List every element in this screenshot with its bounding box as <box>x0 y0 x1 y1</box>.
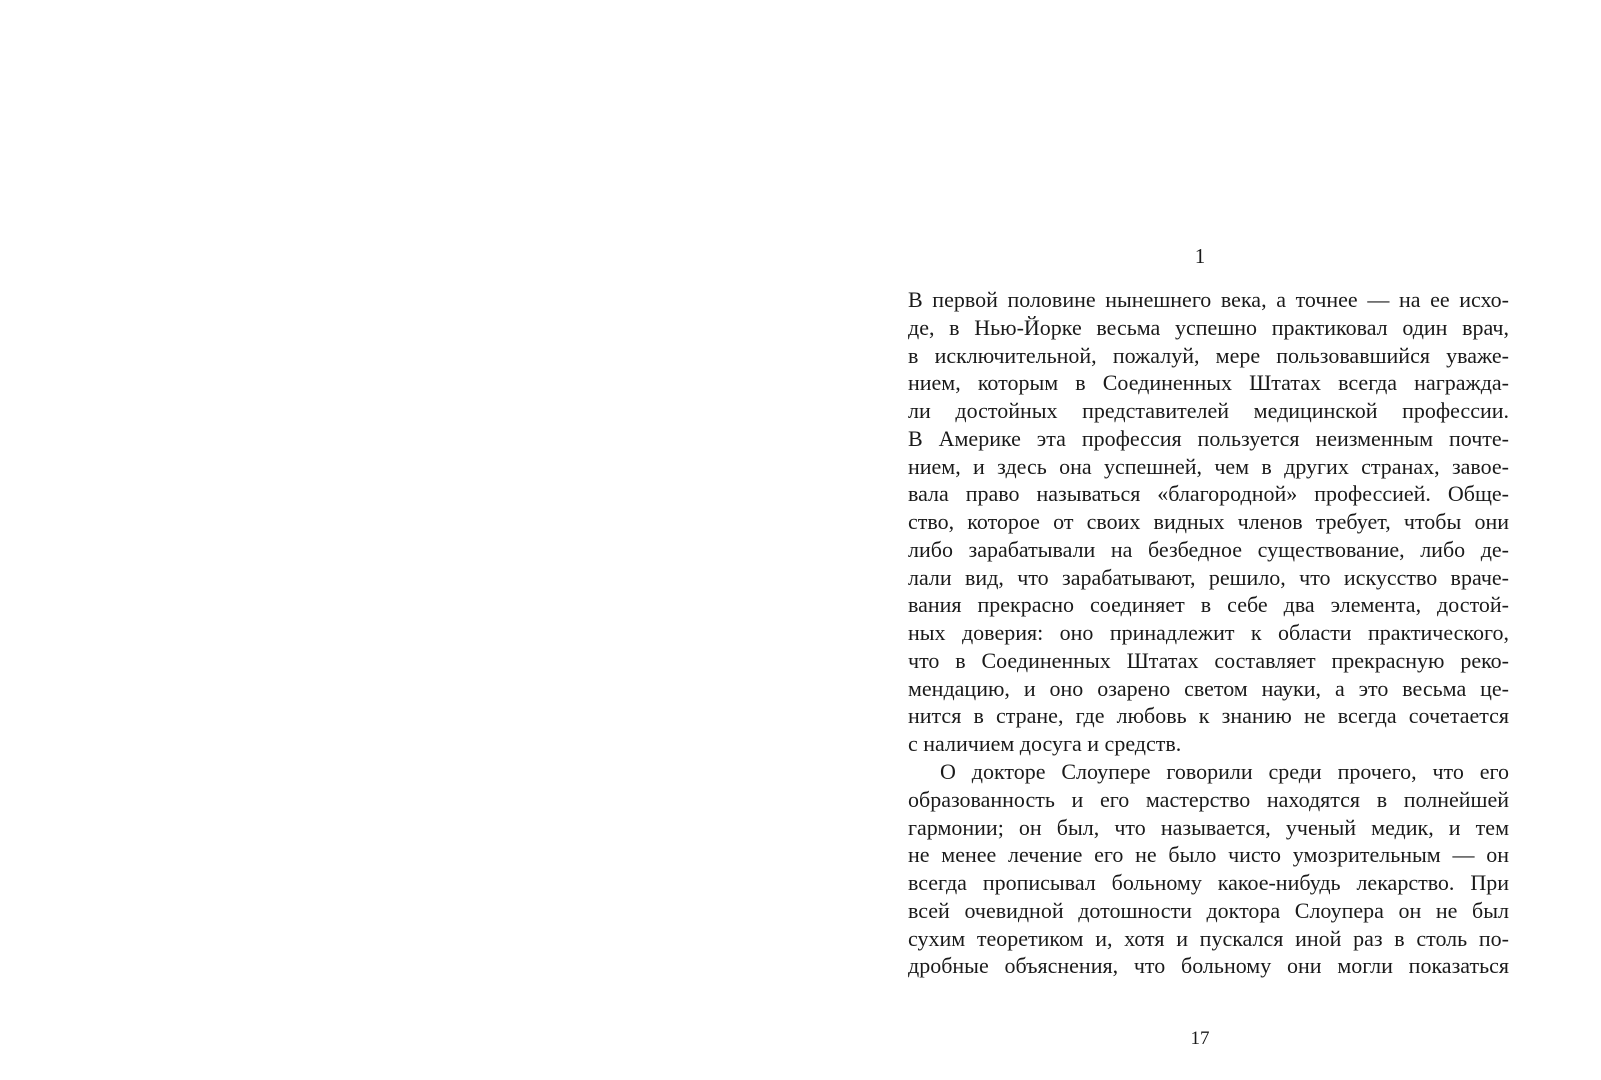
text-line: ство, которое от своих видных членов требует, чтобы они <box>908 509 1509 535</box>
text-line: В первой половине нынешнего века, а точнее — на ее исхо- <box>908 287 1509 312</box>
text-line: нится в стране, где любовь к знанию не всегда сочетается <box>908 703 1509 729</box>
text-line: всегда прописывал больному какое-нибудь лекарство. При <box>908 870 1509 896</box>
text-line: образованность и его мастерство находятся в полнейшей <box>908 786 1509 812</box>
text-line: де, в Нью-Йорке весьма успешно практиковал один врач, <box>908 314 1509 340</box>
text-line: с наличием досуга и средств. <box>908 731 1182 757</box>
text-line: ных доверия: оно принадлежит к области практического, <box>908 620 1509 646</box>
text-line: нием, которым в Соединенных Штатах всегда награжда- <box>908 370 1509 396</box>
chapter-body <box>908 286 1509 980</box>
chapter-number: 1 <box>1194 244 1206 268</box>
text-line: всей очевидной дотошности доктора Слоупера он не был <box>908 897 1509 923</box>
text-line: вания прекрасно соединяет в себе два элемента, достой- <box>908 592 1509 618</box>
text-line: дробные объяснения, что больному они могли показаться <box>908 953 1509 979</box>
page-number: 17 <box>1190 1028 1210 1049</box>
text-line: лали вид, что зарабатывают, решило, что искусство враче- <box>908 564 1509 590</box>
left-page-blank <box>0 0 800 1080</box>
text-line: что в Соединенных Штатах составляет прекрасную реко- <box>908 647 1509 673</box>
text-line: либо зарабатывали на безбедное существование, либо де- <box>908 536 1509 562</box>
text-line: нием, и здесь она успешней, чем в других странах, завое- <box>908 453 1509 479</box>
text-line: вала право называться «благородной» профессией. Обще- <box>908 481 1509 507</box>
text-line: мендацию, и оно озарено светом науки, а это весьма це- <box>908 675 1509 701</box>
text-line: В Америке эта профессия пользуется неизменным почте- <box>908 425 1509 451</box>
text-line: сухим теоретиком и, хотя и пускался иной раз в столь по- <box>908 925 1509 951</box>
text-line: не менее лечение его не было чисто умозрительным — он <box>908 842 1509 868</box>
text-line: гармонии; он был, что называется, ученый медик, и тем <box>908 814 1509 840</box>
text-line: в исключительной, пожалуй, мере пользовавшийся уваже- <box>908 342 1509 368</box>
text-line: О докторе Слоупере говорили среди прочего, что его <box>940 759 1509 785</box>
text-line: ли достойных представителей медицинской профессии. <box>908 398 1509 424</box>
